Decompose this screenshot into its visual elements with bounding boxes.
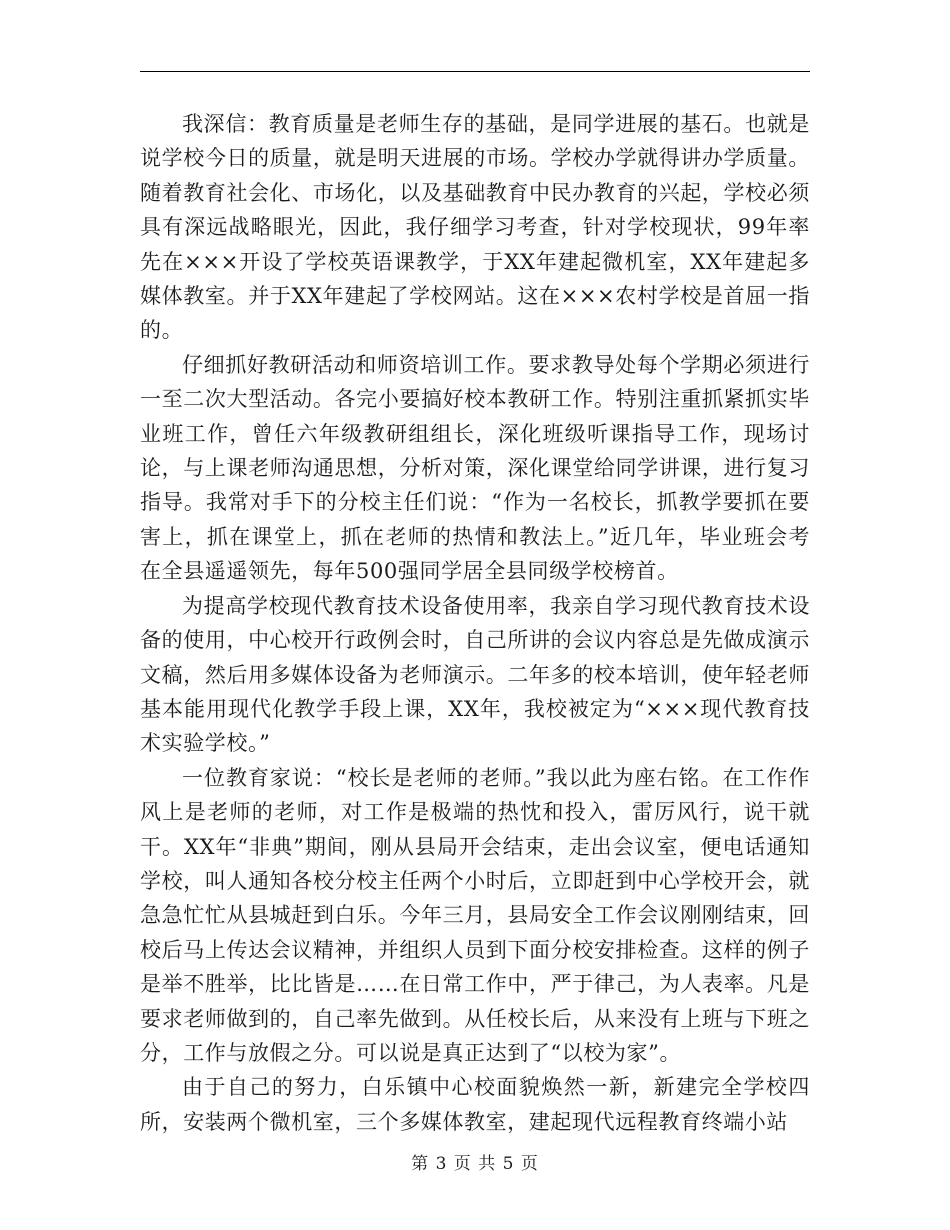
paragraph: 仔细抓好教研活动和师资培训工作。要求教导处每个学期必须进行一至二次大型活动。各完小要搞好校本教研工作。特别注重抓紧抓实毕业班工作，曾任六年级教研组组长，深化班级听课指导工作，现场讨论，与上课老师沟通思想，分析对策，深化课堂给同学讲课，进行复习指导。我常对手下的分校主任们说：“作为一名校长，抓教学要抓在要害上，抓在课堂上，抓在老师的热情和教法上。”近几年，毕业班会考在全县遥遥领先，每年500强同学居全县同级学校榜首。 [140, 352, 810, 584]
document-body [140, 107, 810, 1139]
paragraph: 一位教育家说：“校长是老师的老师。”我以此为座右铭。在工作作风上是老师的老师，对工作是极端的热忱和投入，雷厉风行，说干就干。XX年“非典”期间，刚从县局开会结束，走出会议室，便电话通知学校，叫人通知各校分校主任两个小时后，立即赶到中心学校开会，就急急忙忙从县城赶到白乐。今年三月，县局安全工作会议刚刚结束，回校后马上传达会议精神，并组织人员到下面分校安排检查。这样的例子是举不胜举，比比皆是……在日常工作中，严于律己，为人表率。凡是要求老师做到的，自己率先做到。从任校长后，从来没有上班与下班之分，工作与放假之分。可以说是真正达到了“以校为家”。 [140, 765, 810, 1065]
paragraph: 为提高学校现代教育技术设备使用率，我亲自学习现代教育技术设备的使用，中心校开行政例会时，自己所讲的会议内容总是先做成演示文稿，然后用多媒体设备为老师演示。二年多的校本培训，使年轻老师基本能用现代化教学手段上课，XX年，我校被定为“×××现代教育技术实验学校。” [140, 593, 810, 756]
paragraph: 由于自己的努力，白乐镇中心校面貌焕然一新，新建完全学校四所，安装两个微机室，三个多媒体教室，建起现代远程教育终端小站 [140, 1075, 810, 1134]
paragraph: 我深信：教育质量是老师生存的基础，是同学进展的基石。也就是说学校今日的质量，就是明天进展的市场。学校办学就得讲办学质量。随着教育社会化、市场化，以及基础教育中民办教育的兴起，学校必须具有深远战略眼光，因此，我仔细学习考查，针对学校现状，99年率先在×××开设了学校英语课教学，于XX年建起微机室，XX年建起多媒体教室。并于XX年建起了学校网站。这在×××农村学校是首屈一指的。 [140, 112, 810, 343]
header-rule [140, 71, 810, 72]
page-footer: 第 3 页 共 5 页 [411, 1154, 539, 1174]
